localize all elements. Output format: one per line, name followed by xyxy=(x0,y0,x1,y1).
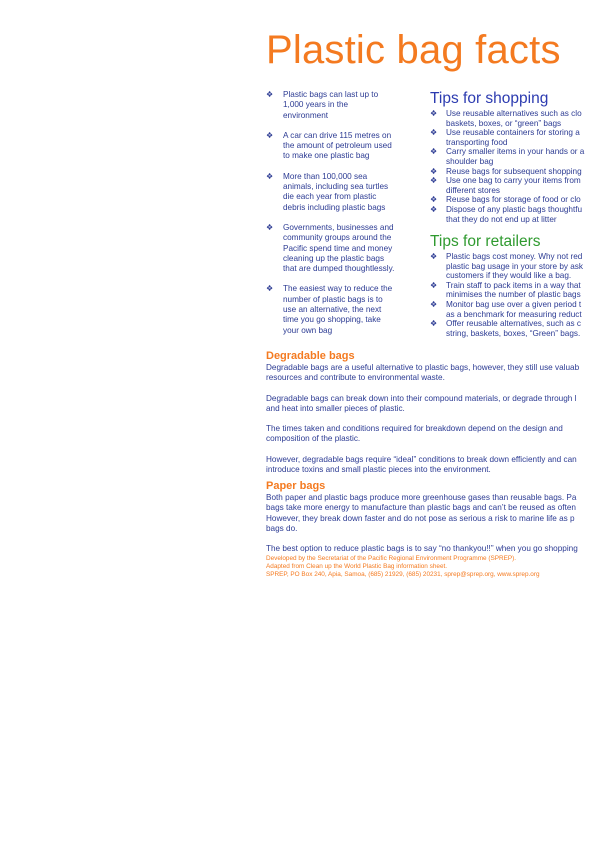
list-item xyxy=(266,172,401,213)
diamond-bullet-icon: ❖ xyxy=(430,128,438,138)
fact-line: that are dumped thoughtlessly. xyxy=(283,264,395,274)
footer-line: Adapted from Clean up the World Plastic Bag information sheet. xyxy=(266,563,448,570)
paragraph-line: introduce toxins and small plastic pieces into the environment. xyxy=(266,465,491,475)
fact-line: A car can drive 115 metres on xyxy=(283,130,392,140)
tips-shopping-section xyxy=(430,90,600,224)
tips-retailers-heading: Tips for retailers xyxy=(430,233,541,250)
tip-line: baskets, boxes, or “green” bags xyxy=(446,118,562,128)
paper-paragraph xyxy=(266,544,600,554)
tip-line: Use reusable alternatives such as clo xyxy=(446,109,582,118)
fact-line: your own bag xyxy=(283,325,333,335)
tips-shopping-heading: Tips for shopping xyxy=(430,90,549,107)
tip-line: Train staff to pack items in a way that xyxy=(446,280,581,290)
paragraph-line: resources and contribute to environmental waste. xyxy=(266,373,445,383)
paragraph-line: The times taken and conditions required for breakdown depend on the design and xyxy=(266,424,563,434)
list-item xyxy=(266,223,401,274)
fact-line: Governments, businesses and xyxy=(283,222,394,232)
diamond-bullet-icon: ❖ xyxy=(430,147,438,157)
diamond-bullet-icon: ❖ xyxy=(430,319,438,329)
list-item xyxy=(430,176,600,195)
paper-bags-section xyxy=(266,480,600,564)
paragraph-line: However, degradable bags require “ideal” conditions to break down efficiently and can xyxy=(266,454,577,464)
tip-line: Dispose of any plastic bags thoughtfu xyxy=(446,204,583,214)
list-item xyxy=(430,300,600,319)
diamond-bullet-icon: ❖ xyxy=(266,90,274,99)
fact-line: 1,000 years in the xyxy=(283,100,349,110)
fact-line: environment xyxy=(283,110,329,120)
fact-line: cleaning up the plastic bags xyxy=(283,253,385,263)
paragraph-line: Degradable bags can break down into their compound materials, or degrade through l xyxy=(266,393,577,403)
fact-line: to make one plastic bag xyxy=(283,151,370,161)
fact-line: debris including plastic bags xyxy=(283,202,386,212)
list-item xyxy=(430,128,600,147)
degradable-paragraph xyxy=(266,424,600,445)
diamond-bullet-icon: ❖ xyxy=(266,130,274,140)
list-item xyxy=(430,147,600,166)
list-item xyxy=(266,131,401,162)
tips-retailers-section xyxy=(430,233,600,338)
paragraph-line: bags do. xyxy=(266,523,298,533)
fact-line: community groups around the xyxy=(283,233,392,243)
paragraph-line: and heat into smaller pieces of plastic. xyxy=(266,403,405,413)
tip-line: minimises the number of plastic bags xyxy=(446,290,581,300)
tip-line: Reuse bags for subsequent shopping xyxy=(446,166,582,176)
fact-line: time you go shopping, take xyxy=(283,315,381,325)
degradable-paragraph xyxy=(266,363,600,384)
diamond-bullet-icon: ❖ xyxy=(266,284,274,294)
fact-line: Pacific spend time and money xyxy=(283,243,393,253)
diamond-bullet-icon: ❖ xyxy=(266,171,274,181)
list-item xyxy=(430,167,600,177)
paragraph-line: Degradable bags are a useful alternative to plastic bags, however, they still use valuab xyxy=(266,363,580,372)
tip-line: Use reusable containers for storing a xyxy=(446,128,580,138)
tip-line: Carry smaller items in your hands or a xyxy=(446,147,585,157)
degradable-bags-heading: Degradable bags xyxy=(266,350,355,362)
fact-line: The easiest way to reduce the xyxy=(283,284,393,294)
list-item xyxy=(266,90,401,121)
list-item xyxy=(430,195,600,205)
fact-line: animals, including sea turtles xyxy=(283,182,389,192)
paragraph-line: bags take more energy to manufacture than plastic bags and can’t be reused as often xyxy=(266,503,576,513)
facts-list xyxy=(266,90,401,346)
list-item xyxy=(430,281,600,300)
diamond-bullet-icon: ❖ xyxy=(266,222,274,232)
fact-line: die each year from plastic xyxy=(283,192,377,202)
fact-line: use an alternative, the next xyxy=(283,305,382,315)
tip-line: Plastic bags cost money. Why not red xyxy=(446,252,583,261)
tip-line: Offer reusable alternatives, such as c xyxy=(446,319,582,329)
paragraph-line: composition of the plastic. xyxy=(266,434,361,444)
tip-line: as a benchmark for measuring reduct xyxy=(446,309,582,319)
tip-line: string, baskets, boxes, “Green” bags. xyxy=(446,328,581,338)
diamond-bullet-icon: ❖ xyxy=(430,176,438,186)
paper-bags-heading: Paper bags xyxy=(266,480,326,492)
tip-line: different stores xyxy=(446,185,501,195)
tip-line: that they do not end up at litter xyxy=(446,214,557,224)
footer-credits xyxy=(266,555,600,579)
list-item xyxy=(430,205,600,224)
diamond-bullet-icon: ❖ xyxy=(430,195,438,205)
tip-line: transporting food xyxy=(446,137,508,147)
diamond-bullet-icon: ❖ xyxy=(430,299,438,309)
list-item xyxy=(430,252,600,281)
tip-line: Monitor bag use over a given period t xyxy=(446,299,582,309)
degradable-paragraph xyxy=(266,455,600,476)
paragraph-line: However, they break down faster and do not pose as serious a risk to marine life as p xyxy=(266,513,575,523)
tip-line: Use one bag to carry your items from xyxy=(446,176,581,186)
diamond-bullet-icon: ❖ xyxy=(430,166,438,176)
tip-line: customers if they would like a bag. xyxy=(446,271,572,281)
degradable-bags-section xyxy=(266,350,600,485)
fact-line: the amount of petroleum used xyxy=(283,141,392,151)
diamond-bullet-icon: ❖ xyxy=(430,280,438,290)
degradable-paragraph xyxy=(266,394,600,415)
paragraph-line: Both paper and plastic bags produce more greenhouse gases than reusable bags. Pa xyxy=(266,493,577,502)
footer-line: Developed by the Secretariat of the Pacific Regional Environment Programme (SPREP). xyxy=(266,555,517,562)
paragraph-line: The best option to reduce plastic bags is to say “no thankyou!!” when you go shopping xyxy=(266,544,578,554)
page-title: Plastic bag facts xyxy=(266,28,561,72)
diamond-bullet-icon: ❖ xyxy=(430,109,438,118)
tip-line: shoulder bag xyxy=(446,156,494,166)
diamond-bullet-icon: ❖ xyxy=(430,204,438,214)
tip-line: Reuse bags for storage of food or clo xyxy=(446,195,581,205)
fact-line: number of plastic bags is to xyxy=(283,294,383,304)
list-item xyxy=(430,319,600,338)
diamond-bullet-icon: ❖ xyxy=(430,252,438,261)
fact-line: More than 100,000 sea xyxy=(283,171,368,181)
tip-line: plastic bag usage in your store by ask xyxy=(446,261,583,271)
paper-paragraph xyxy=(266,493,600,534)
footer-line: SPREP, PO Box 240, Apia, Samoa, (685) 21929, (685) 20231, sprep@sprep.org, www.sprep.org xyxy=(266,571,540,578)
list-item xyxy=(430,109,600,128)
fact-line: Plastic bags can last up to xyxy=(283,90,379,99)
list-item xyxy=(266,284,401,335)
